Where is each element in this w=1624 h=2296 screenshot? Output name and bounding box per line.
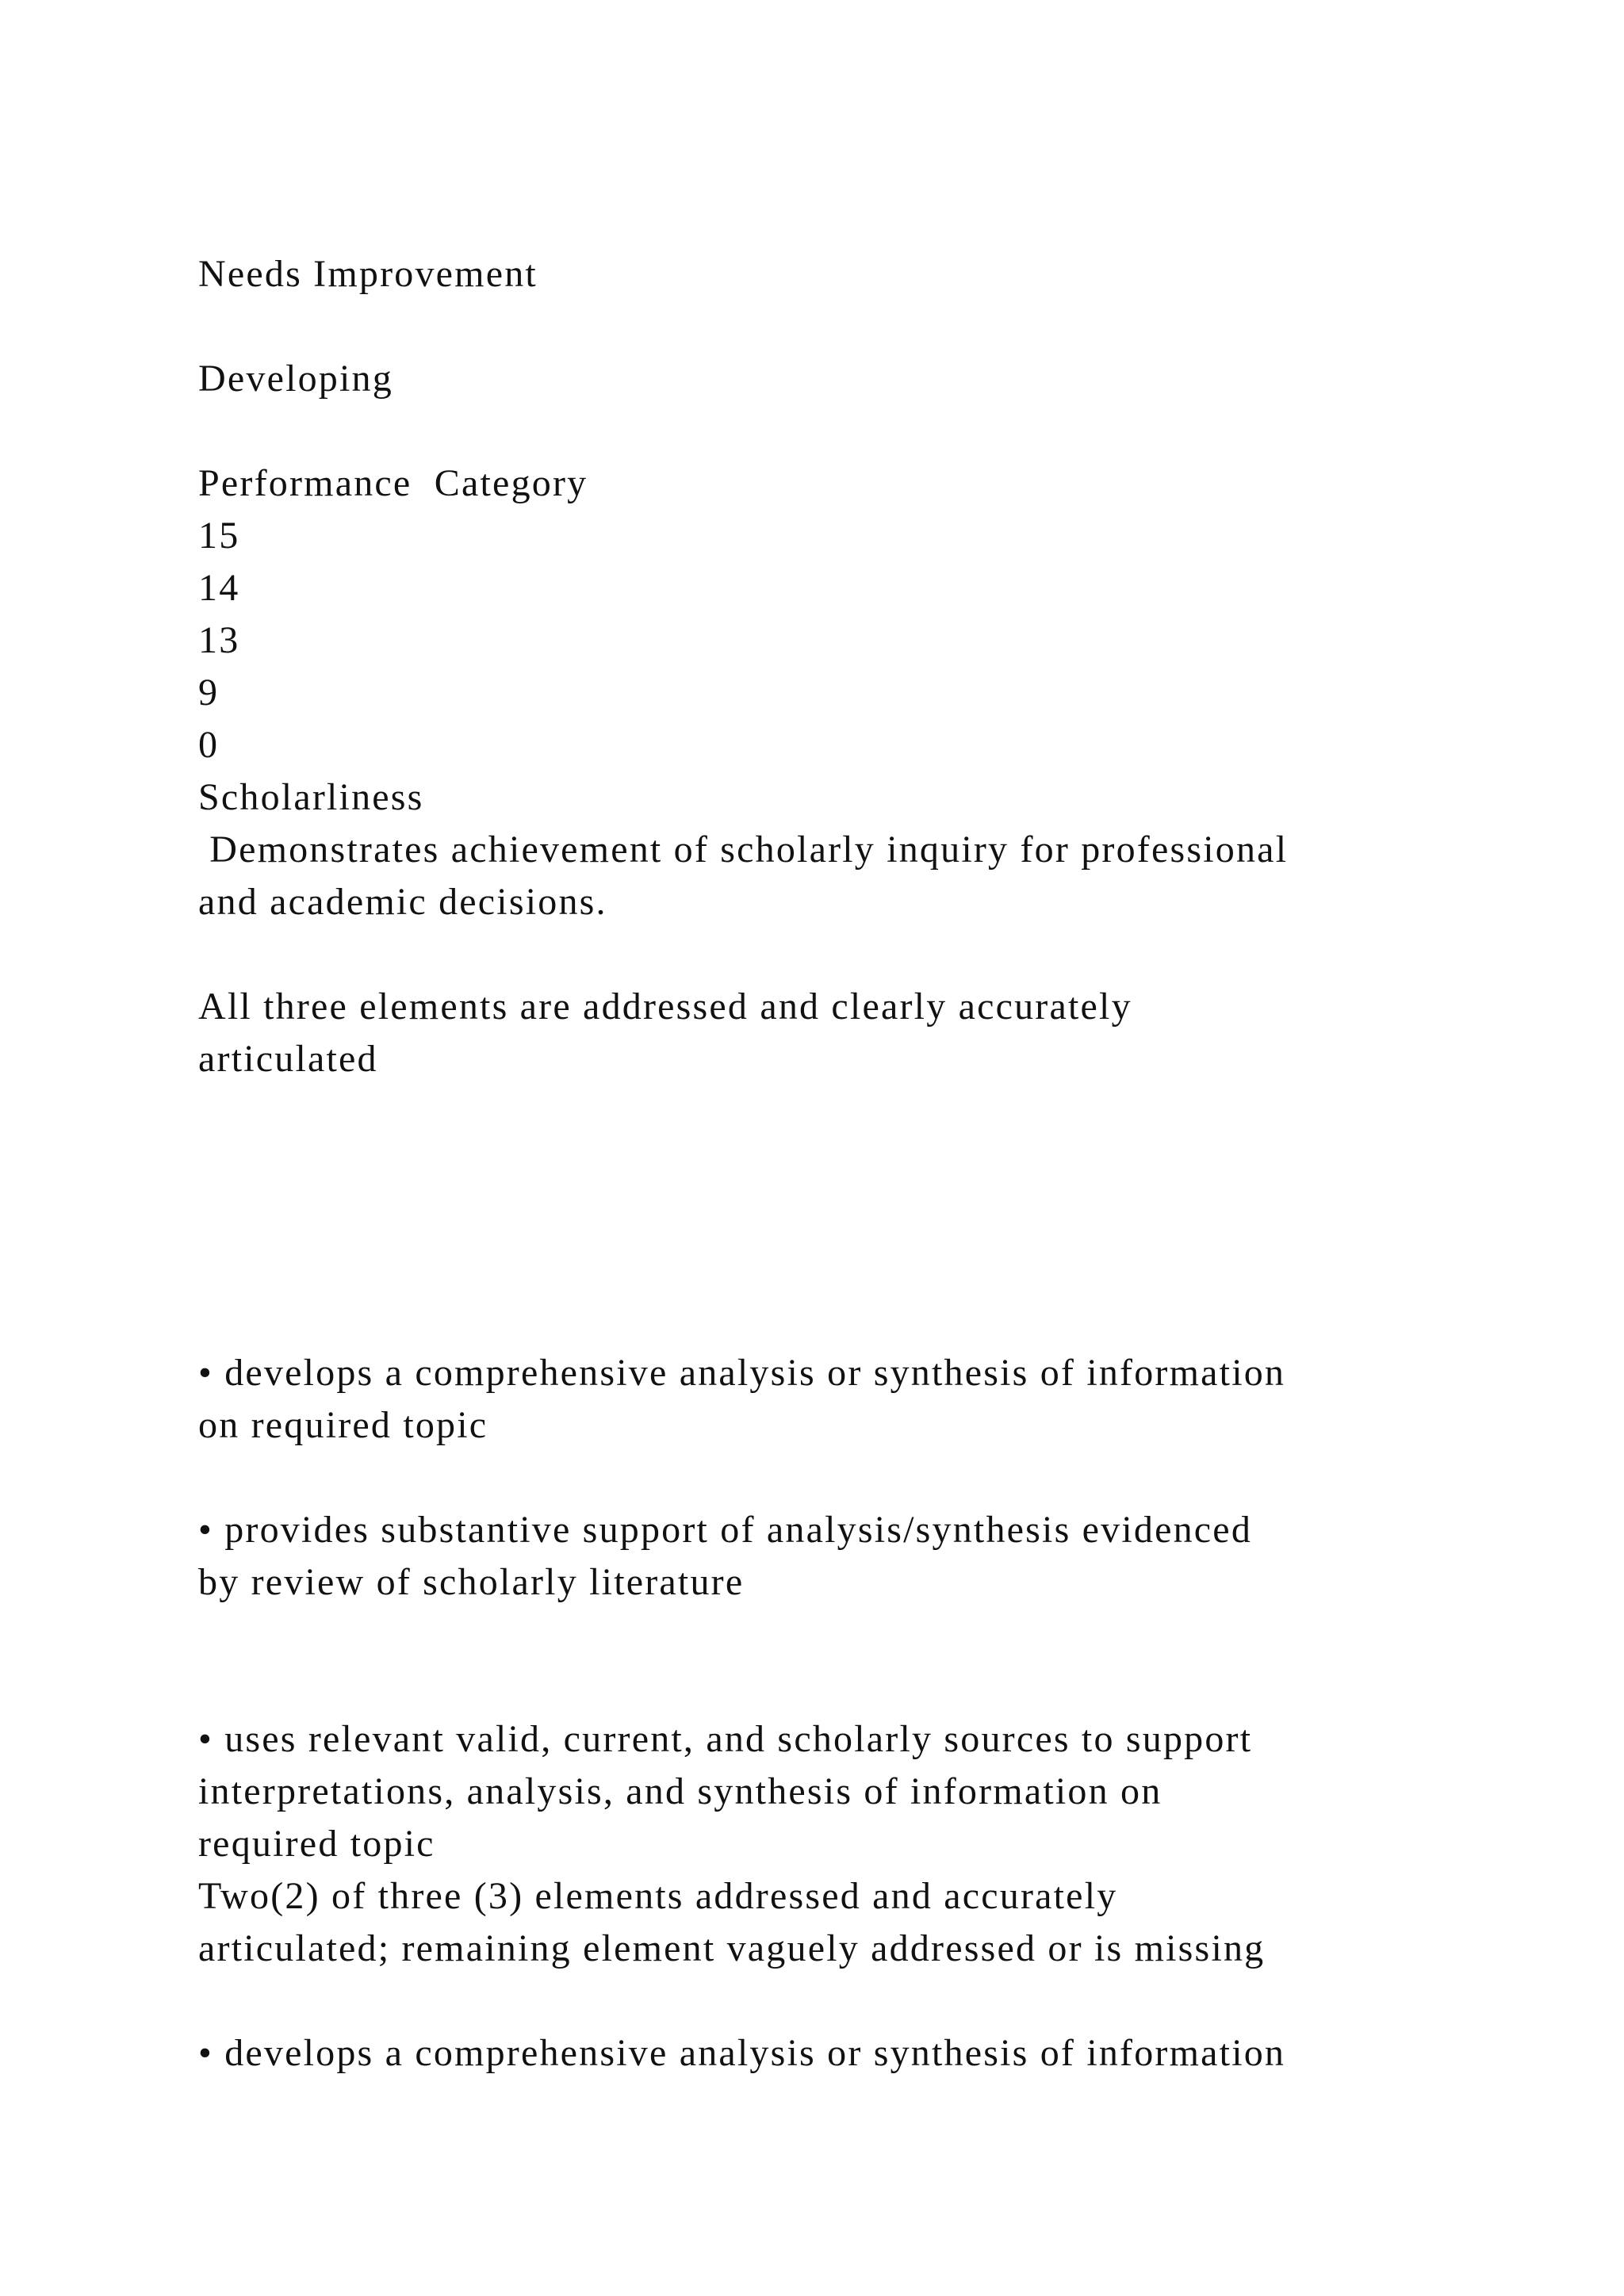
criteria-two-of-three-line-2: articulated; remaining element vaguely addressed or is missing — [198, 1927, 1266, 1969]
criteria-all-three-line-1: All three elements are addressed and clearly accurately — [198, 985, 1132, 1027]
bullet-relevant-sources-line-1: • uses relevant valid, current, and scholarly sources to support — [198, 1718, 1253, 1760]
criteria-all-three-line-2: articulated — [198, 1038, 378, 1080]
bullet-comprehensive-analysis-line-1: • develops a comprehensive analysis or synthesis of information — [198, 1352, 1286, 1394]
criteria-two-of-three-line-1: Two(2) of three (3) elements addressed and accurately — [198, 1875, 1118, 1917]
bullet-comprehensive-analysis-repeat: • develops a comprehensive analysis or synthesis of information — [198, 2032, 1286, 2074]
bullet-comprehensive-analysis-line-2: on required topic — [198, 1404, 488, 1446]
score-14: 14 — [198, 567, 240, 609]
score-0: 0 — [198, 724, 220, 766]
bullet-relevant-sources-line-3: required topic — [198, 1823, 435, 1865]
category-scholarliness: Scholarliness — [198, 776, 424, 818]
category-description-line-2: and academic decisions. — [198, 881, 607, 923]
score-13: 13 — [198, 619, 240, 661]
heading-developing: Developing — [198, 358, 393, 400]
category-description-line-1: Demonstrates achievement of scholarly inquiry for professional — [198, 828, 1289, 871]
bullet-substantive-support-line-1: • provides substantive support of analysis/synthesis evidenced — [198, 1509, 1253, 1551]
score-9: 9 — [198, 672, 220, 714]
heading-needs-improvement: Needs Improvement — [198, 253, 538, 295]
heading-performance-category: Performance Category — [198, 462, 588, 504]
score-15: 15 — [198, 515, 240, 557]
bullet-relevant-sources-line-2: interpretations, analysis, and synthesis of information on — [198, 1770, 1162, 1812]
bullet-substantive-support-line-2: by review of scholarly literature — [198, 1561, 745, 1603]
